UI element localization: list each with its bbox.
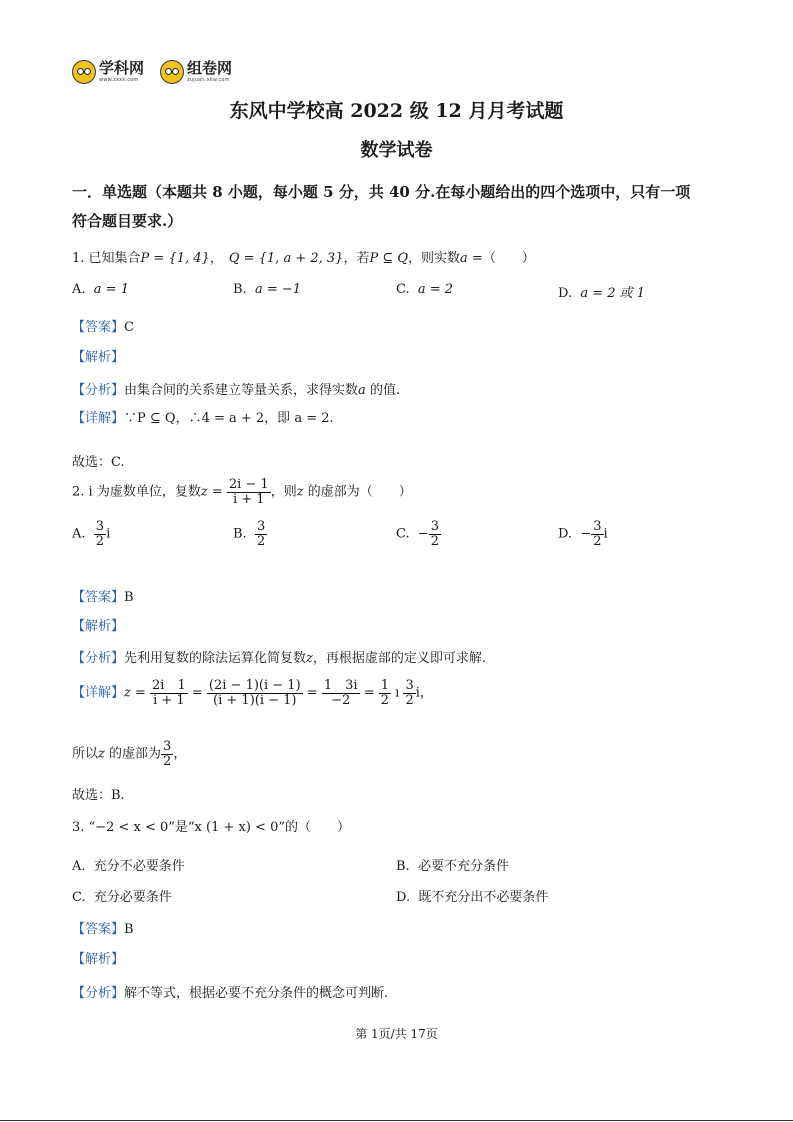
- q2-option-b: B. $\frac{3}{2}$: [233, 519, 266, 549]
- q1-jiexi: 【解析】: [72, 350, 125, 365]
- zujuanwang-logo: [160, 58, 232, 86]
- question-1-stem: 1. 已知集合P = {1, 4}， Q = {1, a + 2, 3}，若P ⊆ Q，则实数a =（ ）: [72, 251, 535, 266]
- q2-choose: 故选：B.: [72, 788, 125, 803]
- q1-option-b: B. a = −1: [233, 282, 302, 297]
- q1-detail: 【详解】∵P ⊆ Q，∴4 = a + 2，即 a = 2.: [72, 411, 334, 426]
- q2-option-a: A. $\frac{3}{2}$ i: [72, 519, 111, 549]
- mascot-icon: [72, 60, 96, 84]
- mascot-icon: [160, 60, 184, 84]
- section-heading-line2: 符合题目要求.）: [72, 212, 183, 230]
- q1-option-c: C. a = 2: [396, 282, 454, 297]
- logo-name: 组卷网: [187, 59, 233, 77]
- q2-option-c: C. − $\frac{3}{2}$: [396, 519, 440, 549]
- q2-jiexi: 【解析】: [72, 619, 125, 634]
- q3-option-a: A. 充分不必要条件: [72, 859, 185, 874]
- q1-choose: 故选：C.: [72, 455, 125, 470]
- section-heading-line1: 一．单选题（本题共 8 小题，每小题 5 分，共 40 分.在每小题给出的四个选项中，只有一项: [72, 183, 691, 201]
- exam-subtitle: 数学试卷: [360, 140, 433, 161]
- q1-option-a: A. a = 1: [72, 282, 129, 297]
- q3-jiexi: 【解析】: [72, 952, 125, 967]
- question-2-stem: 2. i 为虚数单位，复数z = $\frac{2i - 1}{i + 1}$ ，则z 的虚部为（ ）: [72, 477, 412, 507]
- q3-answer: 【答案】B: [72, 922, 134, 937]
- logo-url: zujuan.xkw.com: [187, 77, 230, 83]
- q1-analysis: 【分析】由集合间的关系建立等量关系，求得实数a 的值.: [72, 383, 401, 398]
- q1-option-d: D. a = 2 或 1: [558, 286, 646, 301]
- q3-analysis: 【分析】解不等式，根据必要不充分条件的概念可判断.: [72, 986, 389, 1001]
- q1-answer: 【答案】C: [72, 320, 134, 335]
- exam-title: 东风中学校高 2022 级 12 月月考试题: [229, 100, 564, 122]
- logo-url: www.zxxk.com: [99, 77, 139, 83]
- question-3-stem: 3. “−2 < x < 0”是“x (1 + x) < 0”的（ ）: [72, 820, 350, 835]
- logo-name: 学科网: [99, 59, 145, 77]
- q3-option-c: C. 充分必要条件: [72, 890, 172, 905]
- q2-answer: 【答案】B: [72, 590, 134, 605]
- q3-option-b: B. 必要不充分条件: [396, 859, 509, 874]
- q3-option-d: D. 既不充分出不必要条件: [396, 890, 549, 905]
- q2-option-d: D. − $\frac{3}{2}$ i: [558, 519, 608, 549]
- xuekewang-logo: [72, 58, 144, 86]
- q2-conclusion: 所以z 的虚部为 $\frac{3}{2}$ ，: [72, 739, 187, 769]
- q2-detail: 【详解】z = $\frac{2i 1}{i + 1}$ = $\frac{(2i - 1)(i - 1)}{(i + 1)(i - 1)}$ = $\frac{1 3i}{-2}$ = $\frac{1}{2}$ ı $\frac{3}{2}$ i，: [72, 678, 433, 708]
- bottom-divider: [0, 1120, 793, 1121]
- q2-analysis: 【分析】先利用复数的除法运算化简复数z，再根据虚部的定义即可求解.: [72, 651, 487, 666]
- page-number: 第 1页/共 17页: [355, 1027, 438, 1041]
